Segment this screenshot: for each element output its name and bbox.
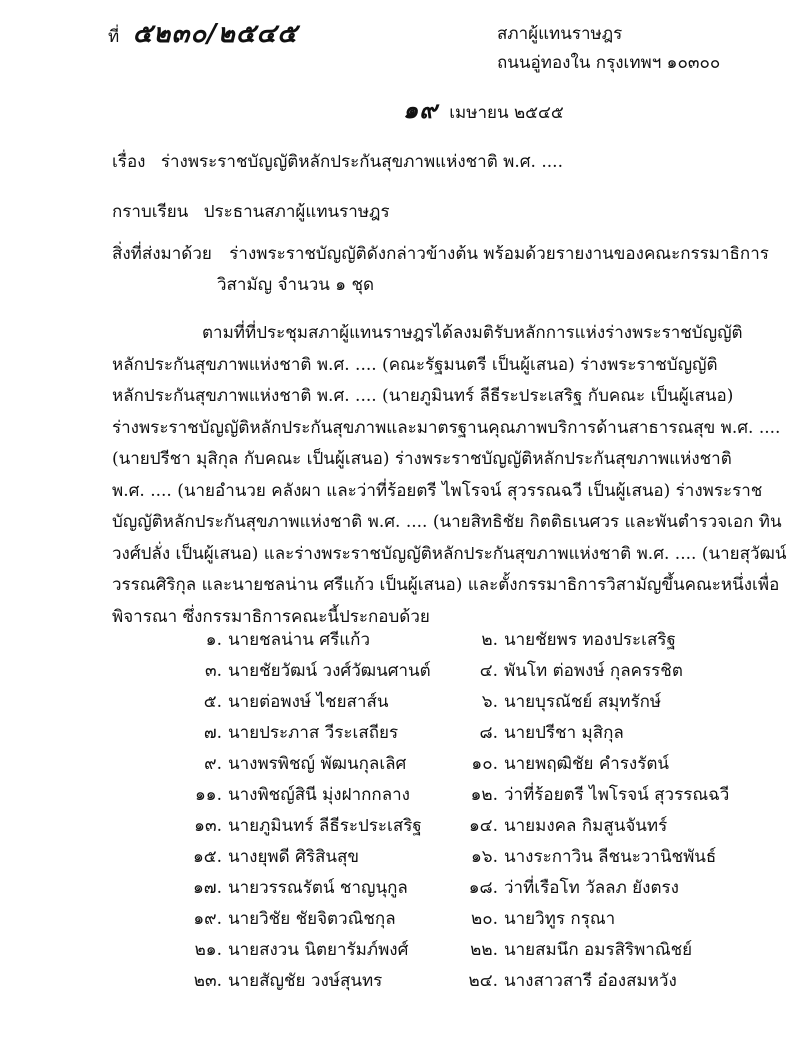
member-name: นายประภาส วีระเสถียร xyxy=(228,723,399,743)
member-item xyxy=(438,906,615,932)
member-name: นายชัยวัฒน์ วงศ์วัฒนศานต์ xyxy=(228,661,431,681)
member-number: ๑๖. xyxy=(471,847,498,867)
subject-text: ร่างพระราชบัญญัติหลักประกันสุขภาพแห่งชาติ พ.ศ. .... xyxy=(160,152,563,172)
member-name: นายปรีชา มุสิกุล xyxy=(504,723,624,743)
member-item xyxy=(162,875,408,901)
body-line: หลักประกันสุขภาพแห่งชาติ พ.ศ. .... (คณะรัฐมนตรี เป็นผู้เสนอ) ร่างพระราชบัญญัติ xyxy=(112,354,718,375)
member-number: ๒๑. xyxy=(194,940,222,960)
member-name: นางพิชญ์สินี มุ่งฝากกลาง xyxy=(228,785,410,805)
member-item xyxy=(438,627,676,653)
member-number: ๑๒. xyxy=(470,785,498,805)
member-item xyxy=(162,658,431,684)
member-item xyxy=(438,751,669,777)
member-number: ๑๕. xyxy=(192,847,222,867)
member-item xyxy=(438,813,667,839)
enclosure-line xyxy=(112,240,769,268)
body-line: วงศ์ปลั่ง เป็นผู้เสนอ) และร่างพระราชบัญญัติหลักประกันสุขภาพแห่งชาติ พ.ศ. .... (นายสุวัฒน์ xyxy=(112,543,787,564)
member-item xyxy=(438,782,729,808)
member-number: ๓. xyxy=(204,661,222,681)
reference-number-handwritten: ๕๒๓๐/๒๕๔๕ xyxy=(132,19,298,49)
body-line: พ.ศ. .... (นายอำนวย คลังผา และว่าที่ร้อยตรี ไพโรจน์ สุวรรณฉวี เป็นผู้เสนอ) ร่างพระราช xyxy=(112,480,763,501)
body-line: บัญญัติหลักประกันสุขภาพแห่งชาติ พ.ศ. .... (นายสิทธิชัย กิตติธเนศวร และพันตำรวจเอก ทิน xyxy=(112,512,782,532)
member-number: ๒๒. xyxy=(470,940,498,960)
member-number: ๒๓. xyxy=(193,971,222,991)
member-number: ๙. xyxy=(204,754,222,774)
sender-address: ถนนอู่ทองใน กรุงเทพฯ ๑๐๓๐๐ xyxy=(497,53,721,73)
body-line: วรรณศิริกุล และนายชลน่าน ศรีแก้ว เป็นผู้เสนอ) และตั้งกรรมาธิการวิสามัญขึ้นคณะหนึ่งเพื่อ xyxy=(112,575,780,595)
body-line: ตามที่ที่ประชุมสภาผู้แทนราษฎรได้ลงมติรับหลักการแห่งร่างพระราชบัญญัติ xyxy=(202,323,743,343)
member-name: นายชลน่าน ศรีแก้ว xyxy=(228,630,370,650)
sender-organization: สภาผู้แทนราษฎร xyxy=(497,24,623,44)
body-paragraph xyxy=(112,318,787,633)
member-number: ๘. xyxy=(479,723,498,743)
member-name: นายชัยพร ทองประเสริฐ xyxy=(504,630,676,650)
member-number: ๑๓. xyxy=(194,816,222,836)
salutation-text: ประธานสภาผู้แทนราษฎร xyxy=(203,202,390,222)
member-item xyxy=(162,751,406,777)
member-number: ๒๔. xyxy=(468,971,498,991)
member-item xyxy=(162,844,359,870)
member-item xyxy=(162,906,396,932)
body-line: หลักประกันสุขภาพแห่งชาติ พ.ศ. .... (นายภูมินทร์ ลีธีระประเสริฐ กับคณะ เป็นผู้เสนอ) xyxy=(112,386,734,406)
subject-label: เรื่อง xyxy=(112,152,146,172)
member-name: นางระกาวิน ลีชนะวานิชพันธ์ xyxy=(504,847,717,867)
member-number: ๑๔. xyxy=(468,816,498,836)
member-name: นายสัญชัย วงษ์สุนทร xyxy=(228,971,383,991)
member-number: ๕. xyxy=(203,692,222,712)
member-item xyxy=(162,782,410,808)
member-name: นายภูมินทร์ ลีธีระประเสริฐ xyxy=(228,816,422,836)
member-name: ว่าที่ร้อยตรี ไพโรจน์ สุวรรณฉวี xyxy=(504,785,730,805)
member-item xyxy=(162,689,388,715)
member-number: ๑๐. xyxy=(471,754,498,774)
reference-prefix: ที่ xyxy=(108,27,120,47)
member-name: นายวรรณรัตน์ ชาญนุกูล xyxy=(228,878,408,898)
member-item xyxy=(438,968,677,994)
member-item xyxy=(162,627,370,653)
member-number: ๖. xyxy=(481,692,498,712)
member-number: ๔. xyxy=(479,661,498,681)
member-number: ๗. xyxy=(203,723,222,743)
date-day-handwritten: ๑๙ xyxy=(403,96,438,124)
member-name: พันโท ต่อพงษ์ กุลครรชิต xyxy=(504,661,683,681)
body-line: (นายปรีชา มุสิกุล กับคณะ เป็นผู้เสนอ) ร่างพระราชบัญญัติหลักประกันสุขภาพแห่งชาติ xyxy=(112,449,732,469)
member-name: นายวิทูร กรุณา xyxy=(504,909,616,929)
member-item xyxy=(438,844,716,870)
member-item xyxy=(438,875,679,901)
reference-line xyxy=(108,20,298,51)
member-number: ๑. xyxy=(205,630,222,650)
member-name: นายพฤฒิชัย คำรงรัตน์ xyxy=(504,754,670,774)
member-item xyxy=(438,689,661,715)
date-month-year: เมษายน ๒๕๔๕ xyxy=(449,103,564,123)
member-number: ๑๘. xyxy=(468,878,498,898)
member-item xyxy=(162,937,408,963)
member-number: ๒๐. xyxy=(471,909,498,929)
salutation-label: กราบเรียน xyxy=(112,202,189,222)
member-item xyxy=(438,658,683,684)
subject-line xyxy=(112,148,563,176)
body-line: พิจารณา ซึ่งกรรมาธิการคณะนี้ประกอบด้วย xyxy=(112,606,430,627)
enclosure-line-1: ร่างพระราชบัญญัติดังกล่าวข้างต้น พร้อมด้วยรายงานของคณะกรรมาธิการ xyxy=(229,244,769,264)
member-name: นายสงวน นิตยารัมภ์พงศ์ xyxy=(228,940,409,960)
member-name: นายสมนึก อมรสิริพาณิชย์ xyxy=(504,940,693,960)
member-name: นางยุพดี ศิริสินสุข xyxy=(228,847,359,867)
member-number: ๑๗. xyxy=(193,878,222,898)
member-item xyxy=(162,720,398,746)
member-number: ๑๙. xyxy=(193,909,222,929)
member-item xyxy=(162,813,422,839)
letter-date xyxy=(403,96,564,127)
member-name: นายต่อพงษ์ ไชยสาส์น xyxy=(228,692,389,712)
member-name: นายมงคล กิมสูนจันทร์ xyxy=(504,816,668,836)
body-line: ร่างพระราชบัญญัติหลักประกันสุขภาพและมาตรฐานคุณภาพบริการด้านสาธารณสุข พ.ศ. .... xyxy=(112,417,781,438)
member-name: นายบุรณัชย์ สมุทรักษ์ xyxy=(504,692,662,712)
member-number: ๒. xyxy=(481,630,498,650)
member-item xyxy=(438,720,624,746)
member-item xyxy=(438,937,692,963)
member-name: ว่าที่เรือโท วัลลภ ยังตรง xyxy=(504,878,679,898)
member-name: นางพรพิชญ์ พัฒนกุลเลิศ xyxy=(228,754,407,774)
member-number: ๑๑. xyxy=(195,785,222,805)
enclosure-label: สิ่งที่ส่งมาด้วย xyxy=(112,244,212,264)
member-item xyxy=(162,968,382,994)
member-name: นายวิชัย ชัยจิตวณิชกุล xyxy=(228,909,396,929)
member-name: นางสาวสารี อ๋องสมหวัง xyxy=(504,971,677,991)
salutation-line xyxy=(112,198,390,226)
enclosure-line-2: วิสามัญ จำนวน ๑ ชุด xyxy=(217,275,375,295)
